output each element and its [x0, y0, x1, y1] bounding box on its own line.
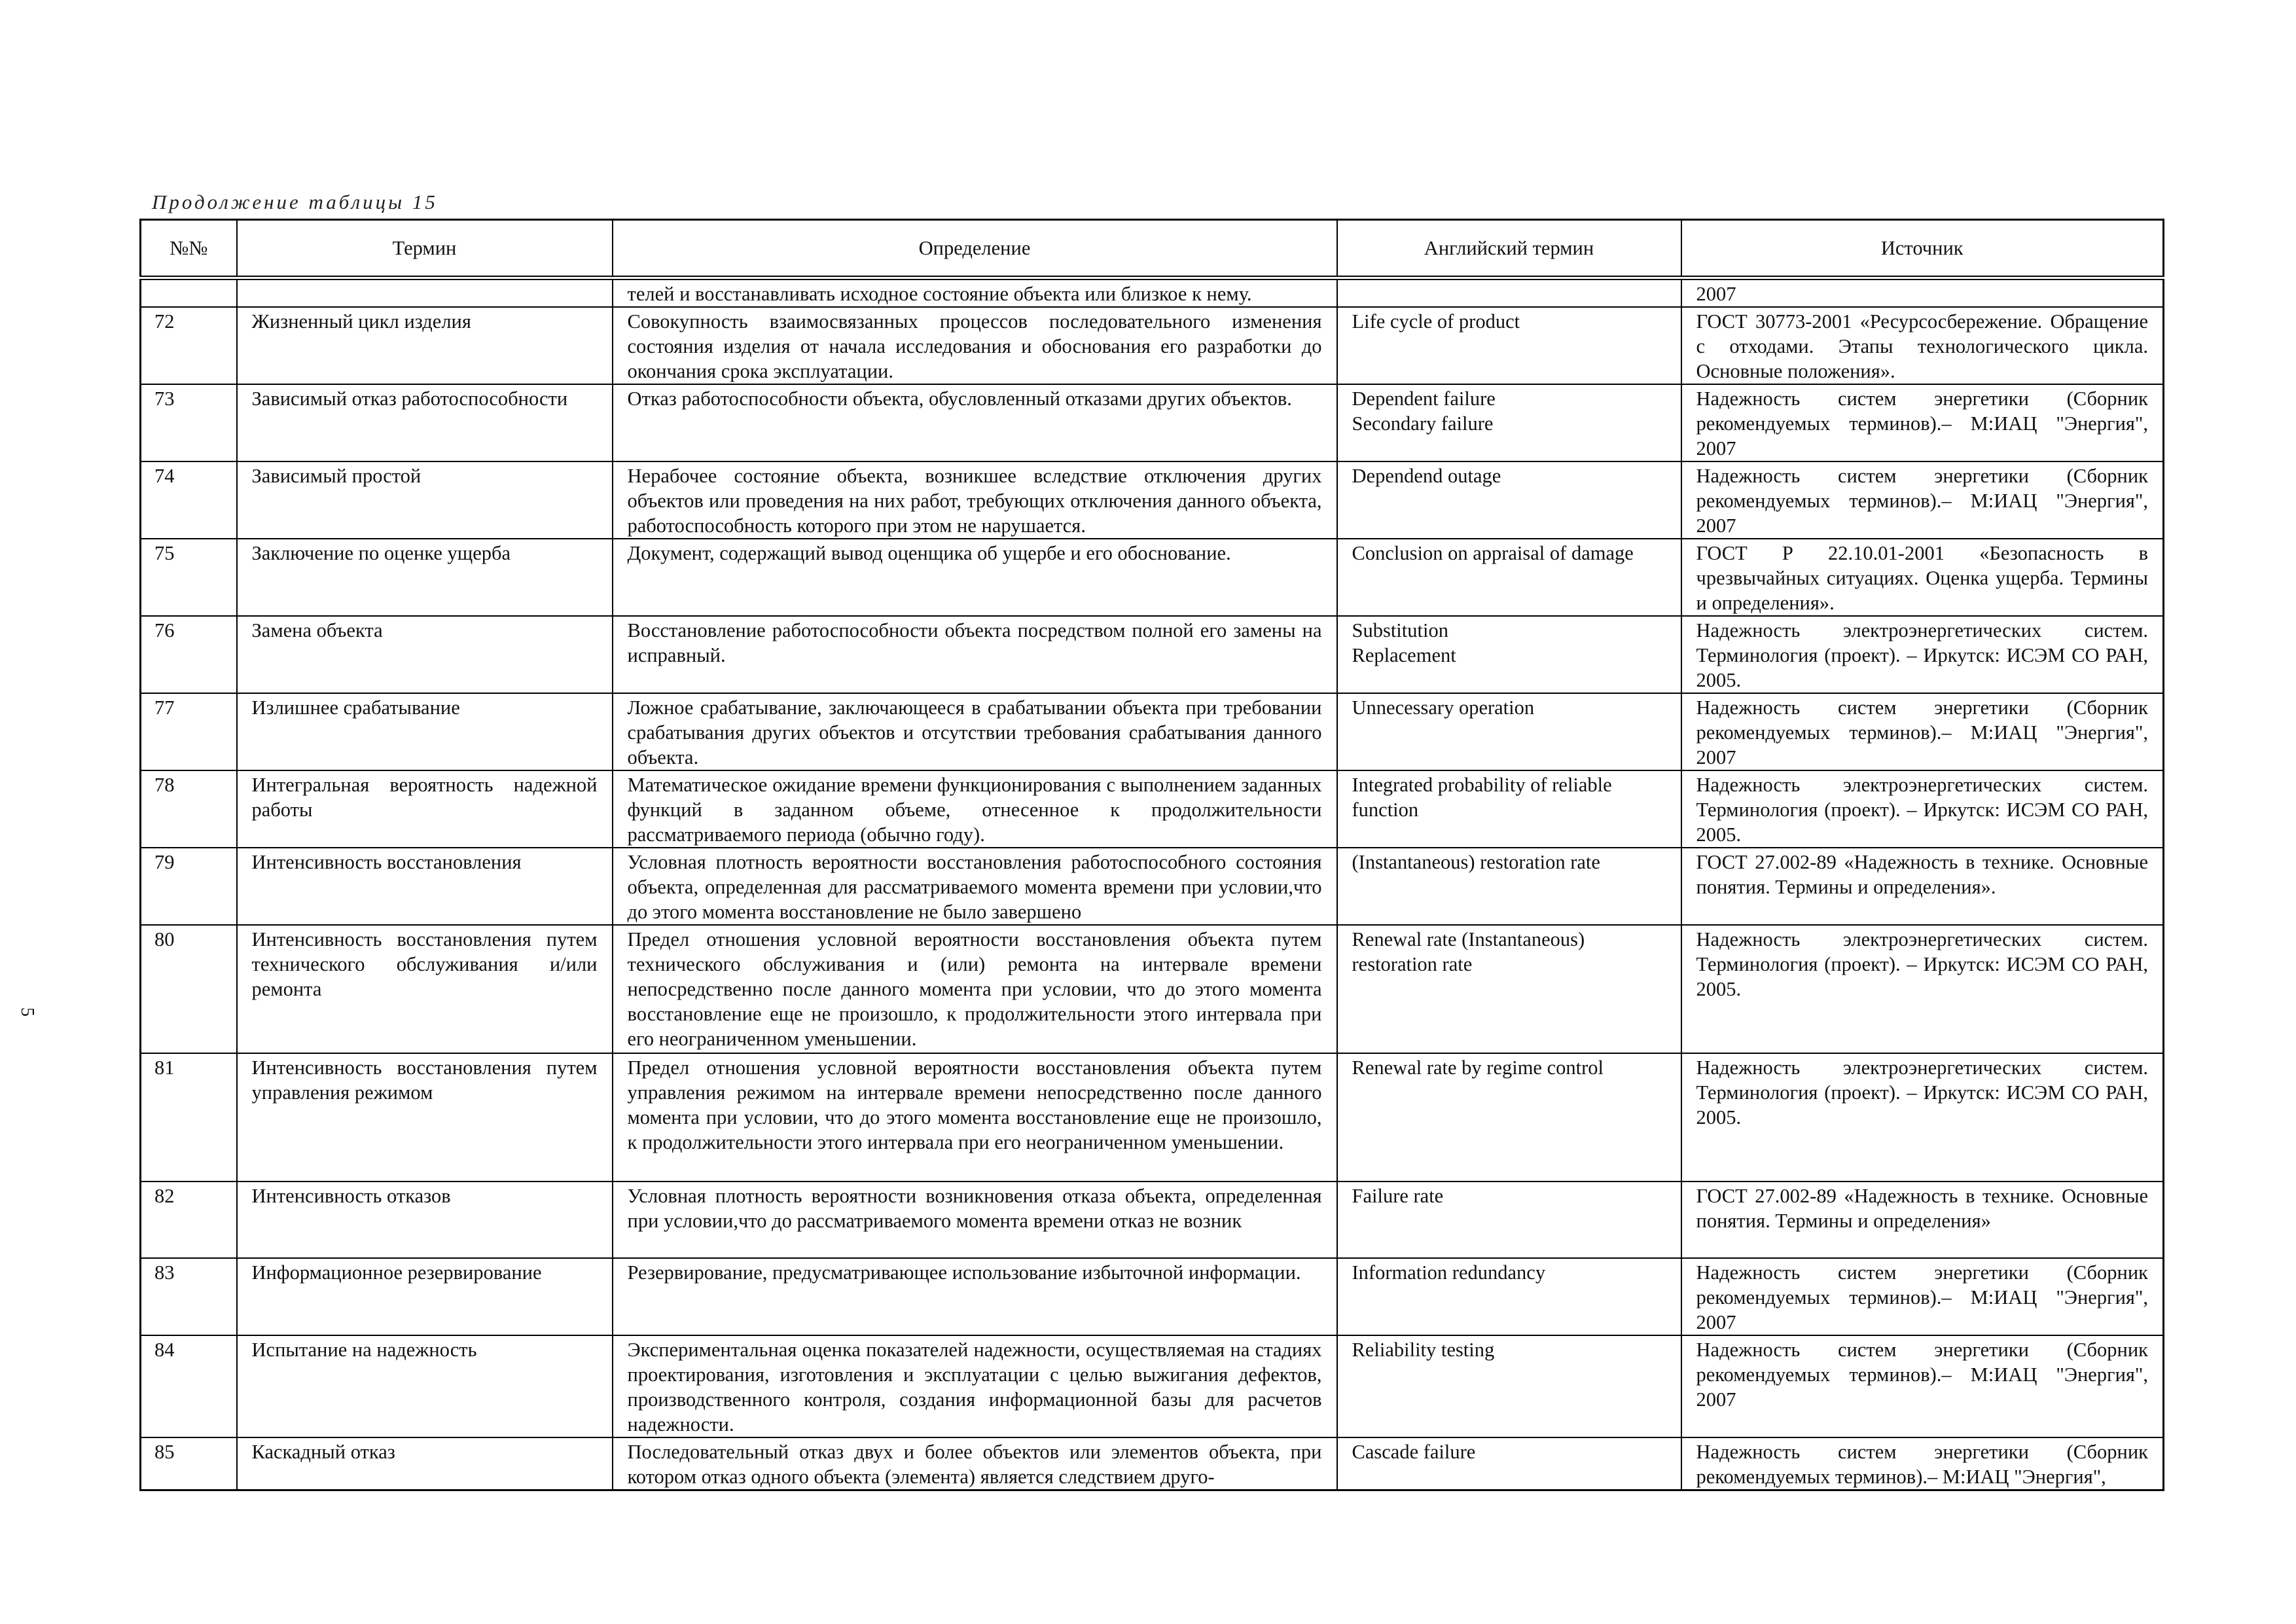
cell-number: 76 — [141, 616, 237, 693]
cell-term: Информационное резервирование — [237, 1258, 613, 1335]
cell-source: ГОСТ 27.002-89 «Надежность в технике. Основные понятия. Термины и определения». — [1681, 848, 2164, 925]
cell-term: Интенсивность отказов — [237, 1182, 613, 1258]
table-row — [141, 539, 2164, 616]
table-caption: Продолжение таблицы 15 — [152, 190, 438, 213]
cell-definition: Условная плотность вероятности восстановления работоспособного состояния объекта, определенная для рассматриваемого момента времени при условии,что до этого момента восстановление не было завершено — [613, 848, 1337, 925]
cell-source: Надежность электроэнергетических систем. Терминология (проект). – Иркутск: ИСЭМ СО РАН, 2005. — [1681, 616, 2164, 693]
cell-definition: Совокупность взаимосвязанных процессов последовательного изменения состояния изделия от начала исследования и обоснования его разработки до окончания срока эксплуатации. — [613, 307, 1337, 384]
cell-definition: Восстановление работоспособности объекта посредством полной его замены на исправный. — [613, 616, 1337, 693]
cell-term: Интенсивность восстановления — [237, 848, 613, 925]
cell-definition: Документ, содержащий вывод оценщика об ущербе и его обоснование. — [613, 539, 1337, 616]
cell-english-term: Life cycle of product — [1337, 307, 1681, 384]
cell-term: Излишнее срабатывание — [237, 693, 613, 770]
cell-number: 82 — [141, 1182, 237, 1258]
cell-number: 85 — [141, 1437, 237, 1490]
cell-source: Надежность электроэнергетических систем. Терминология (проект). – Иркутск: ИСЭМ СО РАН, 2005. — [1681, 770, 2164, 848]
cell-source: 2007 — [1681, 278, 2164, 308]
cell-source: ГОСТ 27.002-89 «Надежность в технике. Основные понятия. Термины и определения» — [1681, 1182, 2164, 1258]
cell-term: Жизненный цикл изделия — [237, 307, 613, 384]
cell-term — [237, 278, 613, 308]
cell-number: 79 — [141, 848, 237, 925]
cell-number: 78 — [141, 770, 237, 848]
cell-definition: Последовательный отказ двух и более объектов или элементов объекта, при котором отказ одного объекта (элемента) является следствием друго- — [613, 1437, 1337, 1490]
cell-number: 74 — [141, 461, 237, 539]
cell-term: Интенсивность восстановления путем технического обслуживания и/или ремонта — [237, 925, 613, 1053]
cell-number: 75 — [141, 539, 237, 616]
cell-number — [141, 278, 237, 308]
table-row — [141, 278, 2164, 308]
cell-number: 72 — [141, 307, 237, 384]
table-row — [141, 1335, 2164, 1437]
cell-source: ГОСТ Р 22.10.01-2001 «Безопасность в чрезвычайных ситуациях. Оценка ущерба. Термины и определения». — [1681, 539, 2164, 616]
cell-number: 83 — [141, 1258, 237, 1335]
cell-source: Надежность систем энергетики (Сборник рекомендуемых терминов).– М:ИАЦ "Энергия", 2007 — [1681, 461, 2164, 539]
cell-english-term: Integrated probability of reliable function — [1337, 770, 1681, 848]
cell-english-term: Dependent failure Secondary failure — [1337, 384, 1681, 461]
cell-source: Надежность систем энергетики (Сборник рекомендуемых терминов).– М:ИАЦ "Энергия", — [1681, 1437, 2164, 1490]
cell-term: Замена объекта — [237, 616, 613, 693]
table-row — [141, 307, 2164, 384]
cell-number: 73 — [141, 384, 237, 461]
cell-definition: Ложное срабатывание, заключающееся в срабатывании объекта при требовании срабатывания других объектов и отсутствии требования срабатывания данного объекта. — [613, 693, 1337, 770]
cell-definition: Математическое ожидание времени функционирования с выполнением заданных функций в заданном объеме, отнесенное к продолжительности рассматриваемого периода (обычно году). — [613, 770, 1337, 848]
cell-definition: Отказ работоспособности объекта, обусловленный отказами других объектов. — [613, 384, 1337, 461]
cell-number: 77 — [141, 693, 237, 770]
cell-source: ГОСТ 30773-2001 «Ресурсосбережение. Обращение с отходами. Этапы технологического цикла. Основные положения». — [1681, 307, 2164, 384]
cell-source: Надежность электроэнергетических систем. Терминология (проект). – Иркутск: ИСЭМ СО РАН, 2005. — [1681, 925, 2164, 1053]
cell-english-term: Reliability testing — [1337, 1335, 1681, 1437]
header-number: №№ — [141, 220, 237, 278]
cell-english-term: Substitution Replacement — [1337, 616, 1681, 693]
cell-definition: Нерабочее состояние объекта, возникшее вследствие отключения других объектов или проведения на них работ, требующих отключения данного объекта, работоспособность которого при этом не нарушается. — [613, 461, 1337, 539]
cell-english-term: Dependend outage — [1337, 461, 1681, 539]
table-row — [141, 848, 2164, 925]
cell-definition: Резервирование, предусматривающее использование избыточной информации. — [613, 1258, 1337, 1335]
table-row — [141, 770, 2164, 848]
cell-source: Надежность систем энергетики (Сборник рекомендуемых терминов).– М:ИАЦ "Энергия", 2007 — [1681, 384, 2164, 461]
table-body — [141, 278, 2164, 1490]
table-row — [141, 1182, 2164, 1258]
table-row — [141, 693, 2164, 770]
cell-definition: Экспериментальная оценка показателей надежности, осуществляемая на стадиях проектирования, изготовления и эксплуатации с целью выжигания дефектов, производственного контроля, создания информационной базы для расчетов надежности. — [613, 1335, 1337, 1437]
cell-english-term: Information redundancy — [1337, 1258, 1681, 1335]
cell-english-term: Unnecessary operation — [1337, 693, 1681, 770]
table-row — [141, 384, 2164, 461]
cell-english-term: Renewal rate (Instantaneous) restoration rate — [1337, 925, 1681, 1053]
cell-source: Надежность электроэнергетических систем. Терминология (проект). – Иркутск: ИСЭМ СО РАН, 2005. — [1681, 1053, 2164, 1182]
cell-number: 80 — [141, 925, 237, 1053]
cell-definition: телей и восстанавливать исходное состояние объекта или близкое к нему. — [613, 278, 1337, 308]
table-row — [141, 616, 2164, 693]
table-row — [141, 1053, 2164, 1182]
cell-source: Надежность систем энергетики (Сборник рекомендуемых терминов).– М:ИАЦ "Энергия", 2007 — [1681, 693, 2164, 770]
cell-source: Надежность систем энергетики (Сборник рекомендуемых терминов).– М:ИАЦ "Энергия", 2007 — [1681, 1258, 2164, 1335]
cell-term: Зависимый отказ работоспособности — [237, 384, 613, 461]
cell-number: 81 — [141, 1053, 237, 1182]
cell-term: Интенсивность восстановления путем управления режимом — [237, 1053, 613, 1182]
cell-english-term — [1337, 278, 1681, 308]
terms-table — [139, 219, 2164, 1491]
header-english-term: Английский термин — [1337, 220, 1681, 278]
cell-definition: Предел отношения условной вероятности восстановления объекта путем управления режимом на интервале времени непосредственно после данного момента при условии, что до этого момента восстановление еще не произошло, к продолжительности этого интервала при его неограниченном уменьшении. — [613, 1053, 1337, 1182]
table-header-row — [141, 220, 2164, 278]
cell-term: Каскадный отказ — [237, 1437, 613, 1490]
table-row — [141, 925, 2164, 1053]
cell-english-term: Failure rate — [1337, 1182, 1681, 1258]
cell-definition: Условная плотность вероятности возникновения отказа объекта, определенная при условии,что до рассматриваемого момента времени отказ не возник — [613, 1182, 1337, 1258]
cell-term: Зависимый простой — [237, 461, 613, 539]
table-row — [141, 1258, 2164, 1335]
cell-english-term: Conclusion on appraisal of damage — [1337, 539, 1681, 616]
cell-english-term: Renewal rate by regime control — [1337, 1053, 1681, 1182]
header-term: Термин — [237, 220, 613, 278]
header-source: Источник — [1681, 220, 2164, 278]
page-number: 5 — [17, 1007, 37, 1017]
cell-term: Испытание на надежность — [237, 1335, 613, 1437]
cell-english-term: Cascade failure — [1337, 1437, 1681, 1490]
cell-english-term: (Instantaneous) restoration rate — [1337, 848, 1681, 925]
table-row — [141, 1437, 2164, 1490]
header-definition: Определение — [613, 220, 1337, 278]
table-row — [141, 461, 2164, 539]
cell-definition: Предел отношения условной вероятности восстановления объекта путем технического обслуживания и (или) ремонта на интервале времени непосредственно после данного момента при условии, что до этого момента восстановление еще не произошло, к продолжительности этого интервала при его неограниченном уменьшении. — [613, 925, 1337, 1053]
cell-source: Надежность систем энергетики (Сборник рекомендуемых терминов).– М:ИАЦ "Энергия", 2007 — [1681, 1335, 2164, 1437]
cell-term: Интегральная вероятность надежной работы — [237, 770, 613, 848]
cell-term: Заключение по оценке ущерба — [237, 539, 613, 616]
cell-number: 84 — [141, 1335, 237, 1437]
